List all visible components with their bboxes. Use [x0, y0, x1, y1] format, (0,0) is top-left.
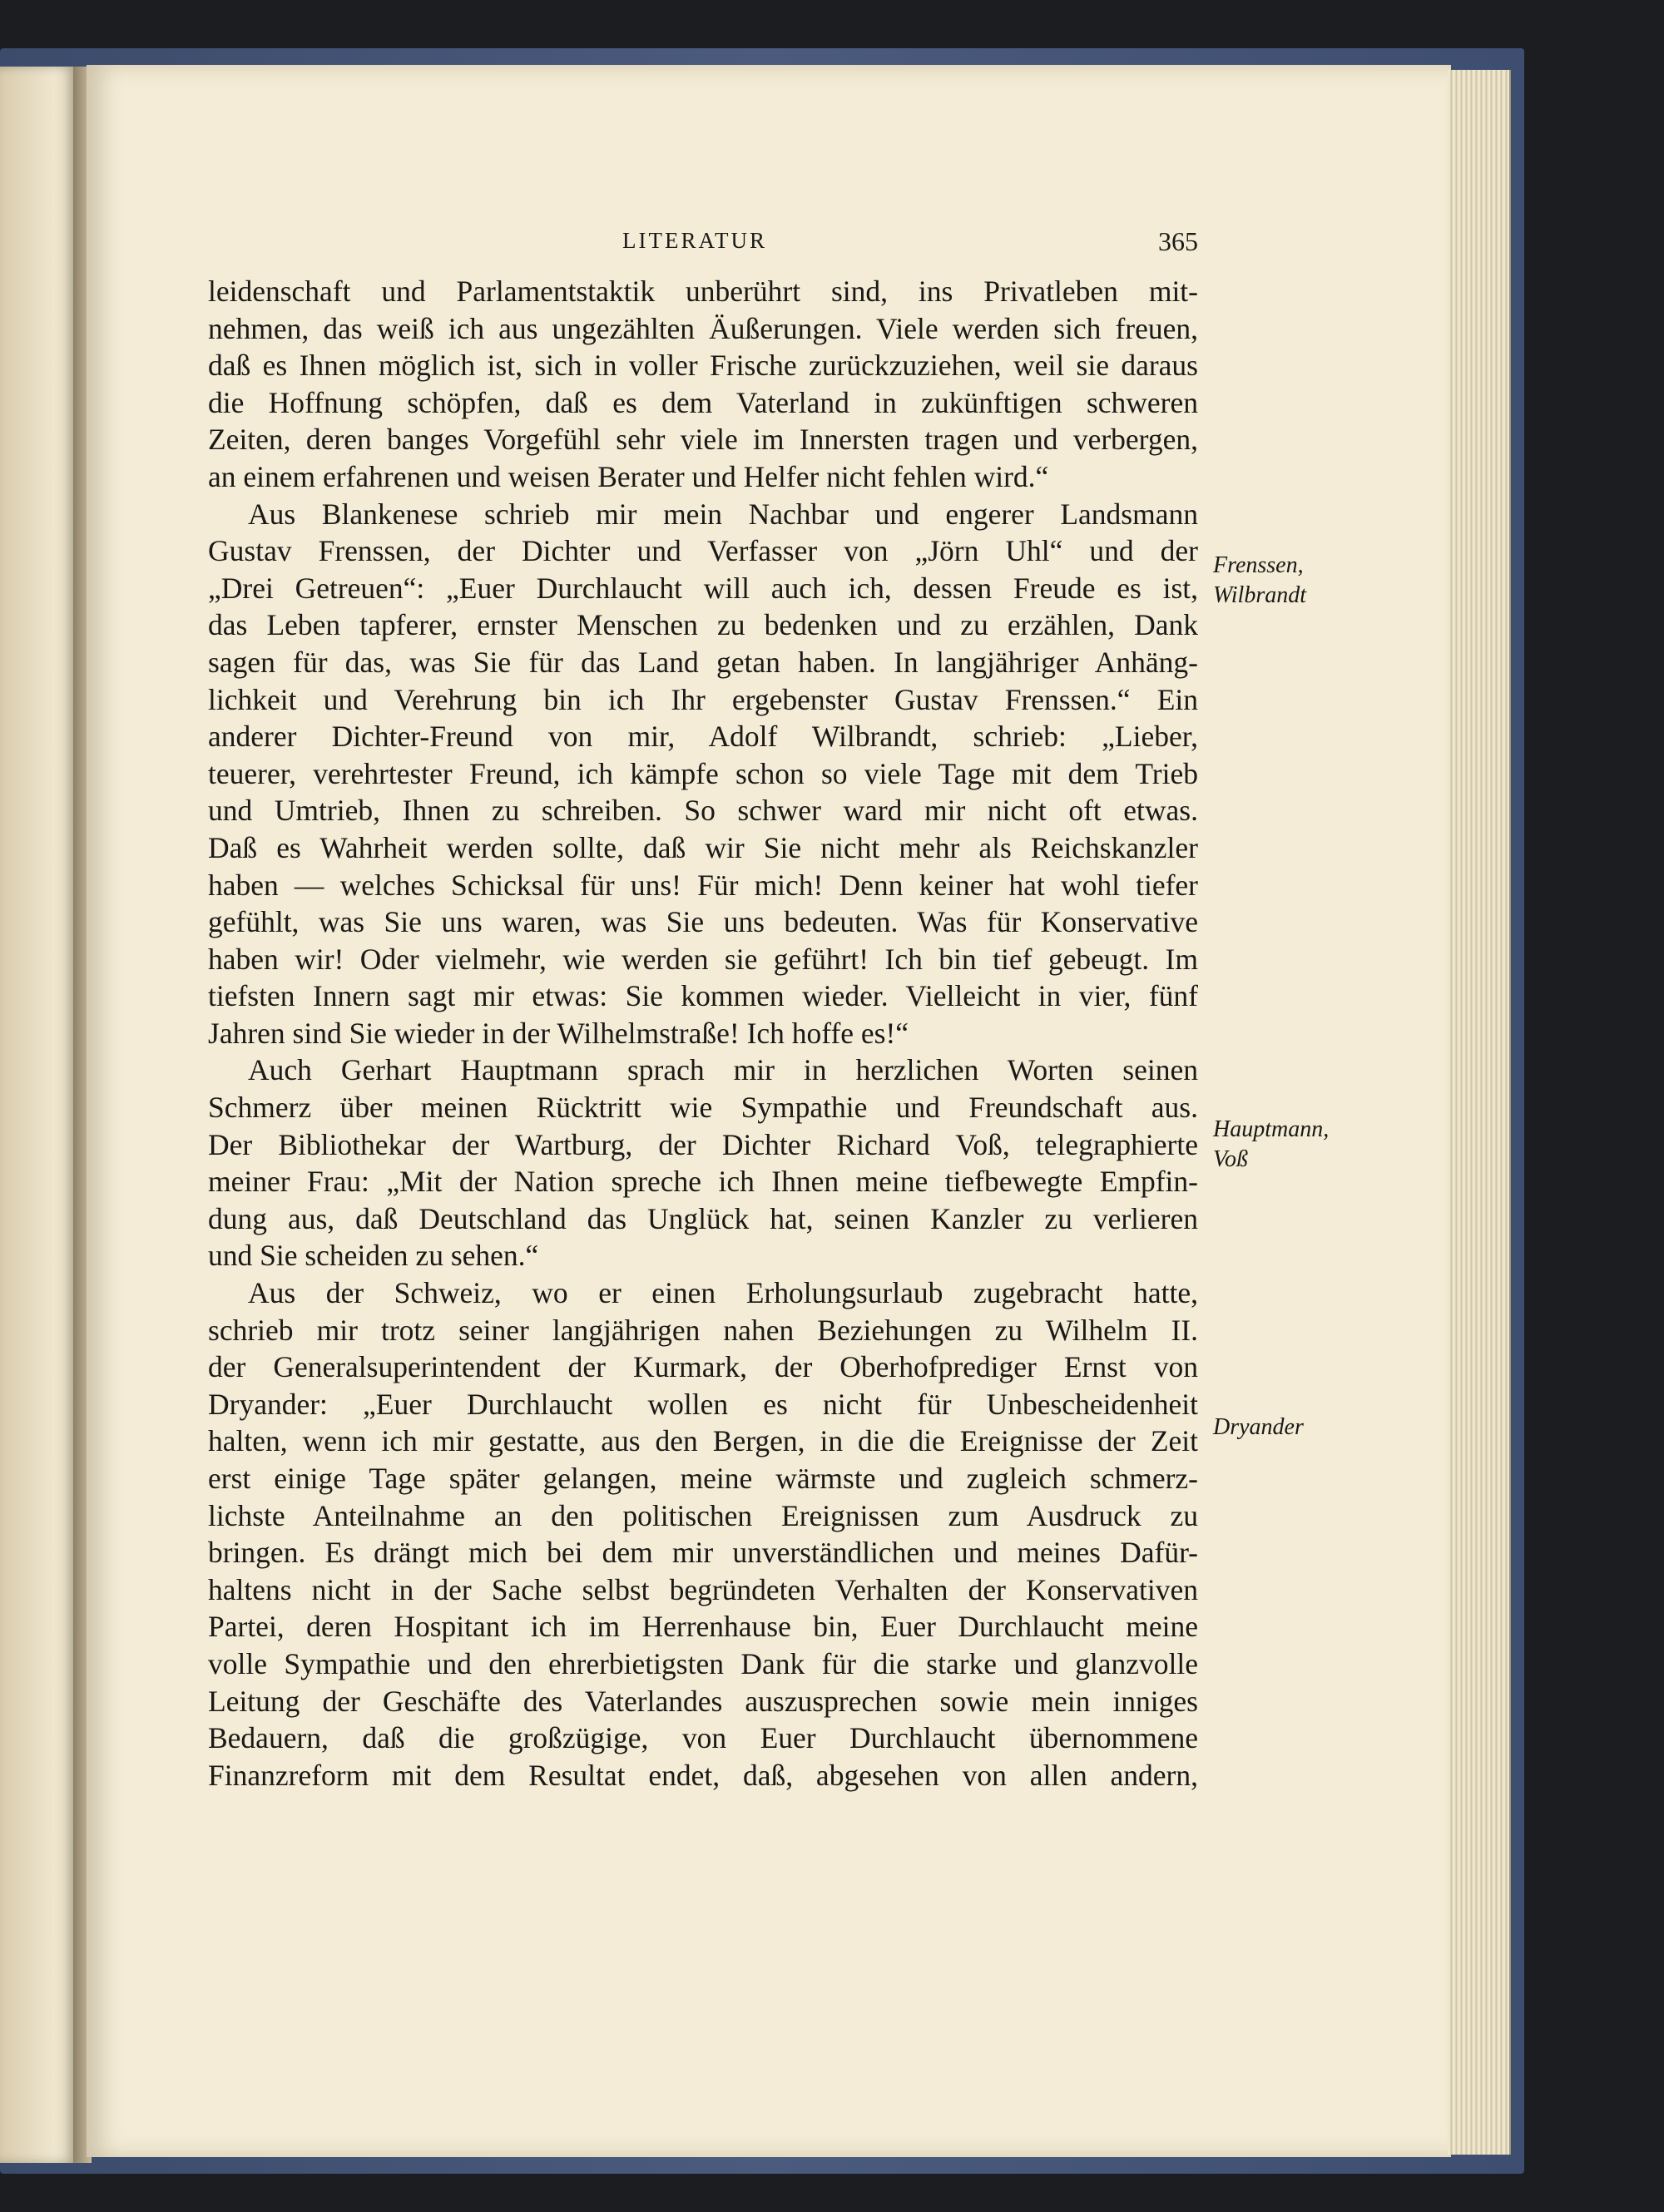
running-head: LITERATUR	[622, 228, 767, 253]
page-number: 365	[1158, 226, 1198, 256]
text-line: tiefsten Innern sagt mir etwas: Sie kommen wieder. Vielleicht in vier, fünf	[208, 979, 1198, 1013]
text-line: Zeiten, deren banges Vorgefühl sehr viele im Innersten tragen und verbergen,	[208, 423, 1198, 457]
text-line: sagen für das, was Sie für das Land getan haben. In langjähriger Anhäng-	[208, 645, 1198, 679]
body-text	[208, 273, 1198, 1794]
text-line: lichkeit und Verehrung bin ich Ihr ergebenster Gustav Frenssen.“ Ein	[208, 682, 1198, 716]
text-line: gefühlt, was Sie uns waren, was Sie uns bedeuten. Was für Konservative	[208, 905, 1198, 939]
text-line: Leitung der Geschäfte des Vaterlandes auszusprechen sowie mein inniges	[208, 1684, 1198, 1718]
text-line: die Hoffnung schöpfen, daß es dem Vaterland in zukünftigen schweren	[208, 385, 1198, 419]
text-line: Jahren sind Sie wieder in der Wilhelmstraße! Ich hoffe es!“	[208, 1016, 909, 1050]
text-line: Partei, deren Hospitant ich im Herrenhause bin, Euer Durchlaucht meine	[208, 1610, 1198, 1644]
text-line: bringen. Es drängt mich bei dem mir unverständlichen und meines Dafür-	[208, 1536, 1198, 1570]
text-line: daß es Ihnen möglich ist, sich in voller Frische zurückzuziehen, weil sie daraus	[208, 349, 1198, 383]
margin-note-line: Hauptmann,	[1213, 1116, 1330, 1142]
page-header	[208, 228, 1198, 261]
text-line: volle Sympathie und den ehrerbietigsten Dank für die starke und glanzvolle	[208, 1646, 1198, 1680]
text-line: Daß es Wahrheit werden sollte, daß wir Sie nicht mehr als Reichskanzler	[208, 830, 1198, 864]
text-line: Aus Blankenese schrieb mir mein Nachbar und engerer Landsmann	[248, 497, 1198, 531]
text-line: „Drei Getreuen“: „Euer Durchlaucht will auch ich, dessen Freude es ist,	[208, 571, 1198, 605]
text-line: Finanzreform mit dem Resultat endet, daß, abgesehen von allen andern,	[208, 1758, 1198, 1792]
margin-note-hauptmann-voss	[1213, 1115, 1379, 1175]
text-line: haben — welches Schicksal für uns! Für mich! Denn keiner hat wohl tiefer	[208, 868, 1198, 902]
text-line: meiner Frau: „Mit der Nation spreche ich Ihnen meine tiefbewegte Empfin-	[208, 1165, 1198, 1199]
text-line: leidenschaft und Parlamentstaktik unberührt sind, ins Privatleben mit-	[208, 275, 1198, 308]
text-line: Schmerz über meinen Rücktritt wie Sympathie und Freundschaft aus.	[208, 1091, 1198, 1125]
margin-note-line: Wilbrandt	[1213, 582, 1307, 608]
text-line: Auch Gerhart Hauptmann sprach mir in herzlichen Worten seinen	[248, 1053, 1198, 1087]
text-line: halten, wenn ich mir gestatte, aus den Bergen, in die die Ereignisse der Zeit	[208, 1424, 1198, 1458]
text-line: dung aus, daß Deutschland das Unglück hat, seinen Kanzler zu verlieren	[208, 1201, 1198, 1235]
text-line: haltens nicht in der Sache selbst begründeten Verhalten der Konservativen	[208, 1572, 1198, 1606]
text-line: schrieb mir trotz seiner langjährigen nahen Beziehungen zu Wilhelm II.	[208, 1313, 1198, 1347]
margin-note-line: Frenssen,	[1213, 552, 1304, 578]
margin-note-frenssen-wilbrandt	[1213, 551, 1379, 611]
text-line: lichste Anteilnahme an den politischen Ereignissen zum Ausdruck zu	[208, 1498, 1198, 1532]
margin-note-dryander	[1213, 1413, 1379, 1443]
text-line: Bedauern, daß die großzügige, von Euer Durchlaucht übernommene	[208, 1721, 1198, 1755]
page-edges	[1448, 70, 1511, 2155]
facing-page-edge	[0, 67, 77, 2163]
text-line: Dryander: „Euer Durchlaucht wollen es nicht für Unbescheidenheit	[208, 1387, 1198, 1421]
text-line: Aus der Schweiz, wo er einen Erholungsurlaub zugebracht hatte,	[248, 1276, 1198, 1310]
text-line: haben wir! Oder vielmehr, wie werden sie geführt! Ich bin tief gebeugt. Im	[208, 942, 1198, 976]
text-line: Gustav Frenssen, der Dichter und Verfasser von „Jörn Uhl“ und der	[208, 534, 1198, 568]
text-line: an einem erfahrenen und weisen Berater und Helfer nicht fehlen wird.“	[208, 459, 1049, 493]
text-line: teuerer, verehrtester Freund, ich kämpfe schon so viele Tage mit dem Trieb	[208, 756, 1198, 790]
text-line: nehmen, das weiß ich aus ungezählten Äußerungen. Viele werden sich freuen,	[208, 311, 1198, 345]
margin-note-line: Dryander	[1213, 1414, 1304, 1440]
text-line: anderer Dichter-Freund von mir, Adolf Wilbrandt, schrieb: „Lieber,	[208, 720, 1198, 754]
text-line: und Umtrieb, Ihnen zu schreiben. So schwer ward mir nicht oft etwas.	[208, 794, 1198, 828]
text-line: und Sie scheiden zu sehen.“	[208, 1239, 539, 1273]
text-line: das Leben tapferer, ernster Menschen zu bedenken und zu erzählen, Dank	[208, 608, 1198, 642]
margin-note-line: Voß	[1213, 1146, 1248, 1172]
text-line: der Generalsuperintendent der Kurmark, der Oberhofprediger Ernst von	[208, 1350, 1198, 1384]
text-line: Der Bibliothekar der Wartburg, der Dichter Richard Voß, telegraphierte	[208, 1127, 1198, 1161]
text-line: erst einige Tage später gelangen, meine wärmste und zugleich schmerz-	[208, 1462, 1198, 1495]
